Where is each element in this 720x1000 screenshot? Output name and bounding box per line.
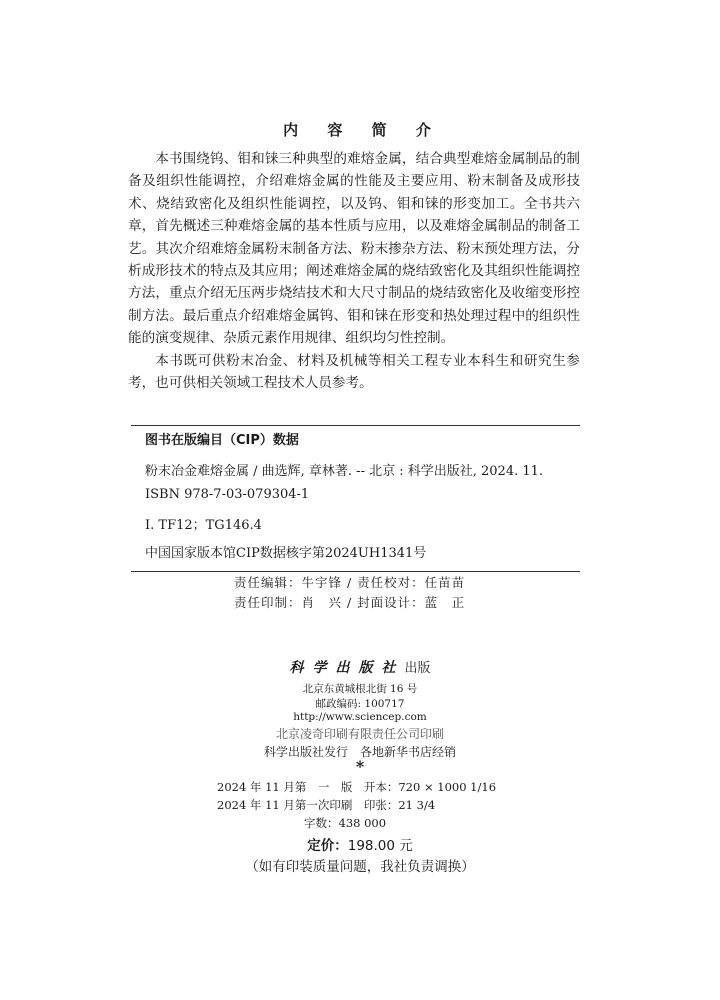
edition-line: 2024 年 11 月第 一 版 开本：720 × 1000 1/16 — [217, 780, 497, 794]
cip-bibliographic-line: 粉末冶金难熔金属 / 曲选辉, 章林著. -- 北京 : 科学出版社, 2024. 11. — [145, 464, 544, 479]
cip-classification: Ⅰ. TF12；TG146.4 — [145, 518, 262, 533]
distribution-line: 科学出版社发行 各地新华书店经销 — [263, 745, 456, 759]
publisher-line — [0, 657, 720, 677]
credits-editors: 责任编辑：牛宇锋 / 责任校对：任苗苗 — [234, 575, 466, 590]
publisher-suffix: 出版 — [404, 661, 431, 676]
separator-star: * — [355, 757, 365, 776]
summary-heading: 内 容 简 介 — [283, 121, 443, 139]
publisher-address: 北京东黄城根北街 16 号 — [302, 683, 418, 695]
publisher-url: http://www.sciencep.com — [293, 711, 427, 723]
summary-text — [128, 148, 580, 394]
summary-paragraph: 本书围绕钨、钼和铼三种典型的难熔金属，结合典型难熔金属制品的制备及组织性能调控，介绍难熔金属的性能及主要应用、粉末制备及成形技术、烧结致密化及组织性能调控，以及钨、钼和铼的形变加工。全书共六章，首先概述三种难熔金属的基本性质与应用，以及难熔金属制品的制备工艺。其次介绍难熔金属粉末制备方法、粉末掺杂方法、粉末预处理方法，分析成形技术的特点及其应用；阐述难熔金属的烧结致密化及其组织性能调控方法，重点介绍无压两步烧结技术和大尺寸制品的烧结致密化及收缩变形控制方法。最后重点介绍难熔金属钨、钼和铼在形变和热处理过程中的组织性能的演变规律、杂质元素作用规律、组织均匀性控制。 — [128, 151, 580, 347]
summary-paragraph: 本书既可供粉末冶金、材料及机械等相关工程专业本科生和研究生参考，也可供相关领域工程技术人员参考。 — [128, 352, 580, 392]
cip-isbn: ISBN 978-7-03-079304-1 — [145, 487, 310, 502]
publisher-postcode: 邮政编码: 100717 — [315, 698, 405, 710]
printer-line: 北京凌奇印刷有限责任公司印刷 — [275, 727, 444, 741]
price-value: 198.00 元 — [347, 838, 413, 854]
printing-line: 2024 年 11 月第一次印刷 印张：21 3/4 — [217, 798, 436, 812]
price-line — [0, 834, 720, 854]
cip-data-block — [131, 425, 580, 572]
cip-title: 图书在版编目（CIP）数据 — [145, 433, 299, 448]
credits-production: 责任印制：肖 兴 / 封面设计：蓝 正 — [234, 595, 466, 610]
quality-notice: （如有印装质量问题，我社负责调换） — [245, 859, 475, 875]
price-label: 定价： — [307, 838, 348, 854]
publisher-name: 科学出版社 — [289, 660, 405, 676]
word-count: 字数：438 000 — [304, 816, 387, 830]
cip-record-number: 中国国家版本馆CIP数据核字第2024UH1341号 — [145, 546, 427, 561]
